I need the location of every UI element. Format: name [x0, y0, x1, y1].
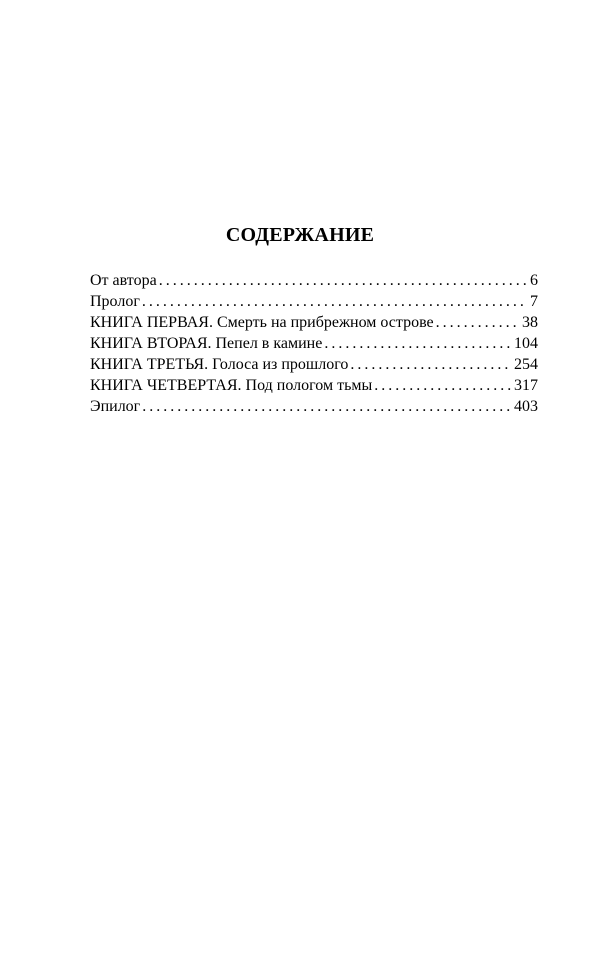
toc-entry-page: 6 — [530, 272, 538, 289]
toc-entry-page: 403 — [514, 398, 538, 415]
toc-entry-page: 38 — [522, 314, 538, 331]
toc-entry-label: КНИГА ТРЕТЬЯ. Голоса из прошлого — [90, 356, 349, 373]
toc-entry — [90, 396, 538, 417]
toc-entry — [90, 333, 538, 354]
toc-dot-leader — [142, 291, 527, 312]
toc-entry-page: 7 — [530, 293, 538, 310]
toc-entry-label: Пролог — [90, 293, 140, 310]
toc-entry-label: Эпилог — [90, 398, 141, 415]
toc-entry-page: 104 — [514, 335, 538, 352]
toc-list — [90, 270, 538, 417]
toc-entry — [90, 270, 538, 291]
toc-entry-label: От автора — [90, 272, 157, 289]
toc-dot-leader — [374, 375, 511, 396]
toc-dot-leader — [324, 333, 511, 354]
toc-entry-label: КНИГА ЧЕТВЕРТАЯ. Под пологом тьмы — [90, 377, 373, 394]
toc-title: СОДЕРЖАНИЕ — [225, 224, 375, 246]
toc-entry-page: 317 — [514, 377, 538, 394]
toc-dot-leader — [142, 396, 511, 417]
toc-entry — [90, 312, 538, 333]
toc-entry — [90, 354, 538, 375]
toc-dot-leader — [159, 270, 527, 291]
toc-entry-label: КНИГА ПЕРВАЯ. Смерть на прибрежном острове — [90, 314, 434, 331]
toc-dot-leader — [350, 354, 511, 375]
toc-entry-label: КНИГА ВТОРАЯ. Пепел в камине — [90, 335, 323, 352]
toc-dot-leader — [436, 312, 519, 333]
toc-entry-page: 254 — [514, 356, 538, 373]
toc-entry — [90, 375, 538, 396]
toc-entry — [90, 291, 538, 312]
